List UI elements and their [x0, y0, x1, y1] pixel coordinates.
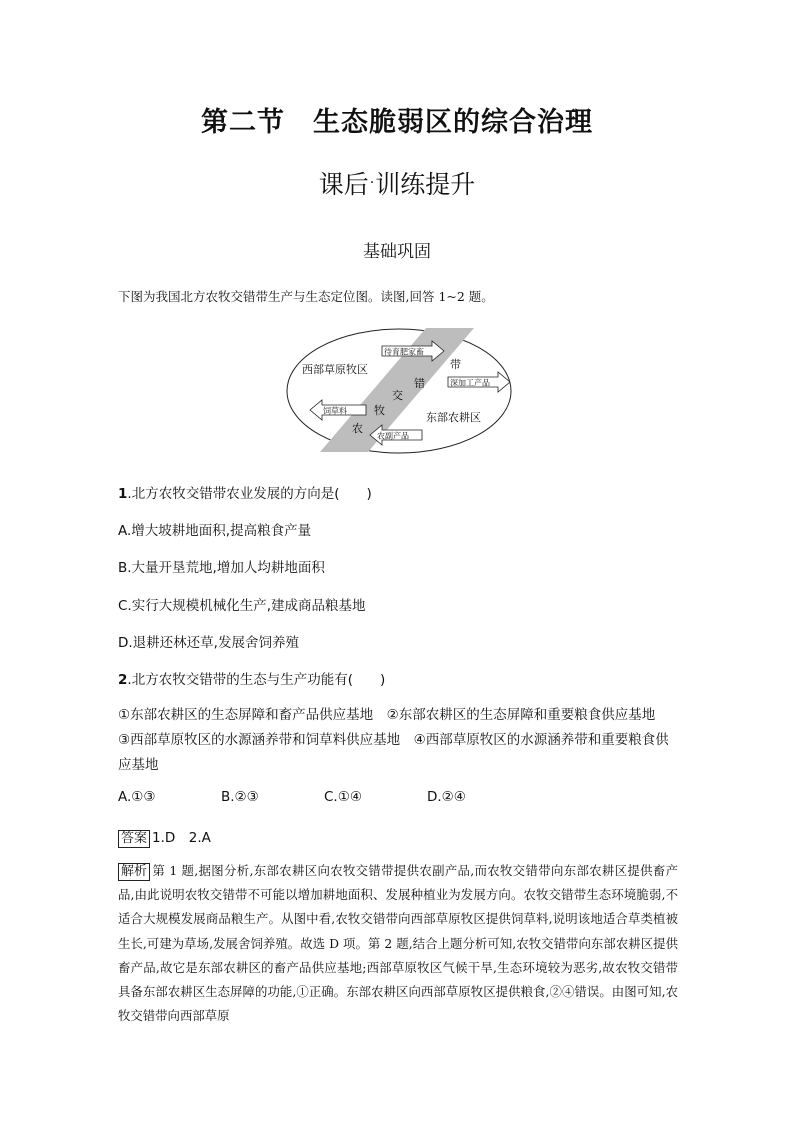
- question-2-option-a: A.①③: [118, 789, 156, 805]
- belt-char-4: 带: [450, 358, 461, 371]
- arrow-left-label: 饲草料: [323, 406, 347, 416]
- subtitle-dot: ·: [369, 175, 375, 191]
- answer-text: 1.D 2.A: [152, 830, 211, 846]
- question-1-number: 1: [118, 486, 128, 502]
- subtitle-part-b: 训练提升: [375, 170, 476, 199]
- arrow-bottom-label: 农副产品: [377, 431, 409, 441]
- analysis-block: [118, 859, 678, 1028]
- question-1-option-c: C.实行大规模机械化生产,建成商品粮基地: [118, 598, 366, 614]
- question-1-option-d: D.退耕还林还草,发展舍饲养殖: [118, 635, 299, 651]
- page-subtitle: [0, 165, 794, 201]
- question-1-text: .北方农牧交错带农业发展的方向是( ): [127, 486, 372, 502]
- question-2-statements: ①东部农耕区的生态屏障和畜产品供应基地 ②东部农耕区的生态屏障和重要粮食供应基地 ③西部草原牧区的水源涵养带和饲草料供应基地 ④西部草原牧区的水源涵养带和重要粮食供应基地: [118, 707, 669, 773]
- belt-char-0: 农: [352, 422, 363, 435]
- question-2-number: 2: [118, 672, 128, 688]
- answer-block: [118, 826, 211, 848]
- question-1-option-a: A.增大坡耕地面积,提高粮食产量: [118, 523, 312, 539]
- agro-pastoral-diagram: [284, 326, 514, 456]
- belt-char-3: 错: [414, 377, 425, 390]
- belt-char-2: 交: [392, 389, 403, 402]
- intro-text: 下图为我国北方农牧交错带生产与生态定位图。读图,回答 1~2 题。: [118, 289, 494, 304]
- question-2-option-d: D.②④: [427, 789, 466, 805]
- subtitle-part-a: 课后: [318, 170, 369, 199]
- question-2-text: .北方农牧交错带的生态与生产功能有( ): [127, 672, 386, 688]
- question-2-option-c: C.①④: [324, 789, 362, 805]
- question-1-stem: [118, 482, 372, 502]
- east-region-label: 东部农耕区: [426, 411, 481, 424]
- question-2-stem: [118, 668, 385, 688]
- belt-char-1: 牧: [374, 404, 385, 417]
- question-2-choices: [118, 789, 678, 805]
- arrow-right-label: 深加工产品: [450, 378, 490, 388]
- analysis-tag: 解析: [118, 863, 150, 881]
- page-title: 第二节 生态脆弱区的综合治理: [201, 107, 593, 138]
- question-2-option-b: B.②③: [221, 789, 259, 805]
- west-region-label: 西部草原牧区: [302, 363, 368, 376]
- analysis-text: 第 1 题,据图分析,东部农耕区向农牧交错带提供农副产品,而农牧交错带向东部农耕区提供畜产品,由此说明农牧交错带不可能以增加耕地面积、发展种植业为发展方向。农牧交错带生态环境脆弱,不适合大规模发展商品粮生产。从图中看,农牧交错带向西部草原牧区提供饲草料,说明该地适合草类植被生长,可建为草场,发展舍饲养殖。故选 D 项。第 2 题,结合上题分析可知,农牧交错带向东部农耕区提供畜产品,故它是东部农耕区的畜产品供应基地;西部草原牧区气候干旱,生态环境较为恶劣,故农牧交错带具备东部农耕区生态屏障的功能,①正确。东部农耕区向西部草原牧区提供粮食,②④错误。由图可知,农牧交错带向西部草原: [118, 863, 678, 1024]
- section-heading: 基础巩固: [363, 242, 431, 262]
- question-1-option-b: B.大量开垦荒地,增加人均耕地面积: [118, 560, 325, 576]
- answer-tag: 答案: [118, 830, 150, 848]
- arrow-top-label: 待育肥家畜: [384, 347, 424, 357]
